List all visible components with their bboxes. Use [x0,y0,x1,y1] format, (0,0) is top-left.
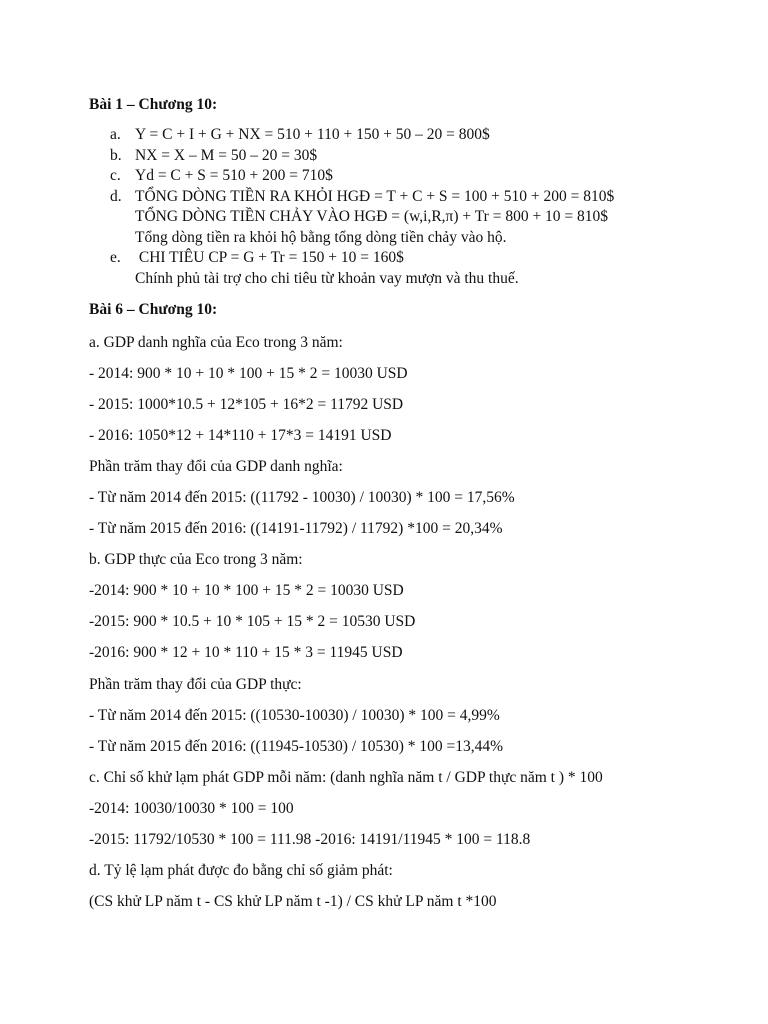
item-text: Tổng dòng tiền ra khỏi hộ bằng tổng dòng tiền chảy vào hộ. [135,228,507,246]
text-line: - Từ năm 2014 đến 2015: ((10530-10030) / 10030) * 100 = 4,99% [89,707,500,724]
section-b-title: b. GDP thực của Eco trong 3 năm: [89,551,303,568]
bai1-item-b [110,146,614,167]
bai1-item-a [110,125,614,146]
bai1-item-c [110,166,614,187]
item-text: Chính phủ tài trợ cho chi tiêu từ khoản vay mượn và thu thuế. [135,269,519,287]
text-line: - Từ năm 2014 đến 2015: ((11792 - 10030) / 10030) * 100 = 17,56% [89,489,515,506]
bai1-heading: Bài 1 – Chương 10: [89,96,218,113]
text-line: -2014: 900 * 10 + 10 * 100 + 15 * 2 = 10030 USD [89,582,404,599]
text-line: -2015: 900 * 10.5 + 10 * 105 + 15 * 2 = 10530 USD [89,613,416,630]
text-line: - Từ năm 2015 đến 2016: ((11945-10530) / 10530) * 100 =13,44% [89,738,504,755]
text-line: - Từ năm 2015 đến 2016: ((14191-11792) / 11792) *100 = 20,34% [89,520,503,537]
item-marker: c. [110,167,121,184]
text-line: Phần trăm thay đổi của GDP danh nghĩa: [89,458,343,475]
bai1-answer-list [110,125,614,289]
item-text: TỔNG DÒNG TIỀN RA KHỎI HGĐ = T + C + S = 100 + 510 + 200 = 810$ [135,187,615,205]
bai1-item-e [110,248,614,289]
section-d-title: d. Tỷ lệ lạm phát được đo bằng chỉ số giảm phát: [89,862,393,879]
item-marker: a. [110,126,121,143]
text-line: -2015: 11792/10530 * 100 = 111.98 -2016: 14191/11945 * 100 = 118.8 [89,831,531,848]
section-c-title: c. Chỉ số khử lạm phát GDP mỗi năm: (danh nghĩa năm t / GDP thực năm t ) * 100 [89,769,603,786]
item-text: Yd = C + S = 510 + 200 = 710$ [135,167,333,184]
item-text: NX = X – M = 50 – 20 = 30$ [135,146,318,164]
item-text: Y = C + I + G + NX = 510 + 110 + 150 + 50 – 20 = 800$ [135,126,490,143]
item-marker: e. [110,249,121,266]
text-line: - 2014: 900 * 10 + 10 * 100 + 15 * 2 = 10030 USD [89,365,408,382]
bai1-item-d [110,187,614,249]
text-line: -2014: 10030/10030 * 100 = 100 [89,800,294,817]
item-text: TỔNG DÒNG TIỀN CHẢY VÀO HGĐ = (w,i,R,π) + Tr = 800 + 10 = 810$ [135,208,609,225]
bai6-heading: Bài 6 – Chương 10: [89,301,218,318]
item-text: CHI TIÊU CP = G + Tr = 150 + 10 = 160$ [135,249,404,266]
text-line: - 2016: 1050*12 + 14*110 + 17*3 = 14191 USD [89,427,392,444]
item-marker: d. [110,187,122,205]
section-a-title: a. GDP danh nghĩa của Eco trong 3 năm: [89,334,343,351]
item-marker: b. [110,146,122,164]
text-line: - 2015: 1000*10.5 + 12*105 + 16*2 = 11792 USD [89,396,404,413]
text-line: Phần trăm thay đổi của GDP thực: [89,676,302,693]
text-line: -2016: 900 * 12 + 10 * 110 + 15 * 3 = 11945 USD [89,644,403,661]
text-line: (CS khử LP năm t - CS khử LP năm t -1) / CS khử LP năm t *100 [89,893,497,910]
